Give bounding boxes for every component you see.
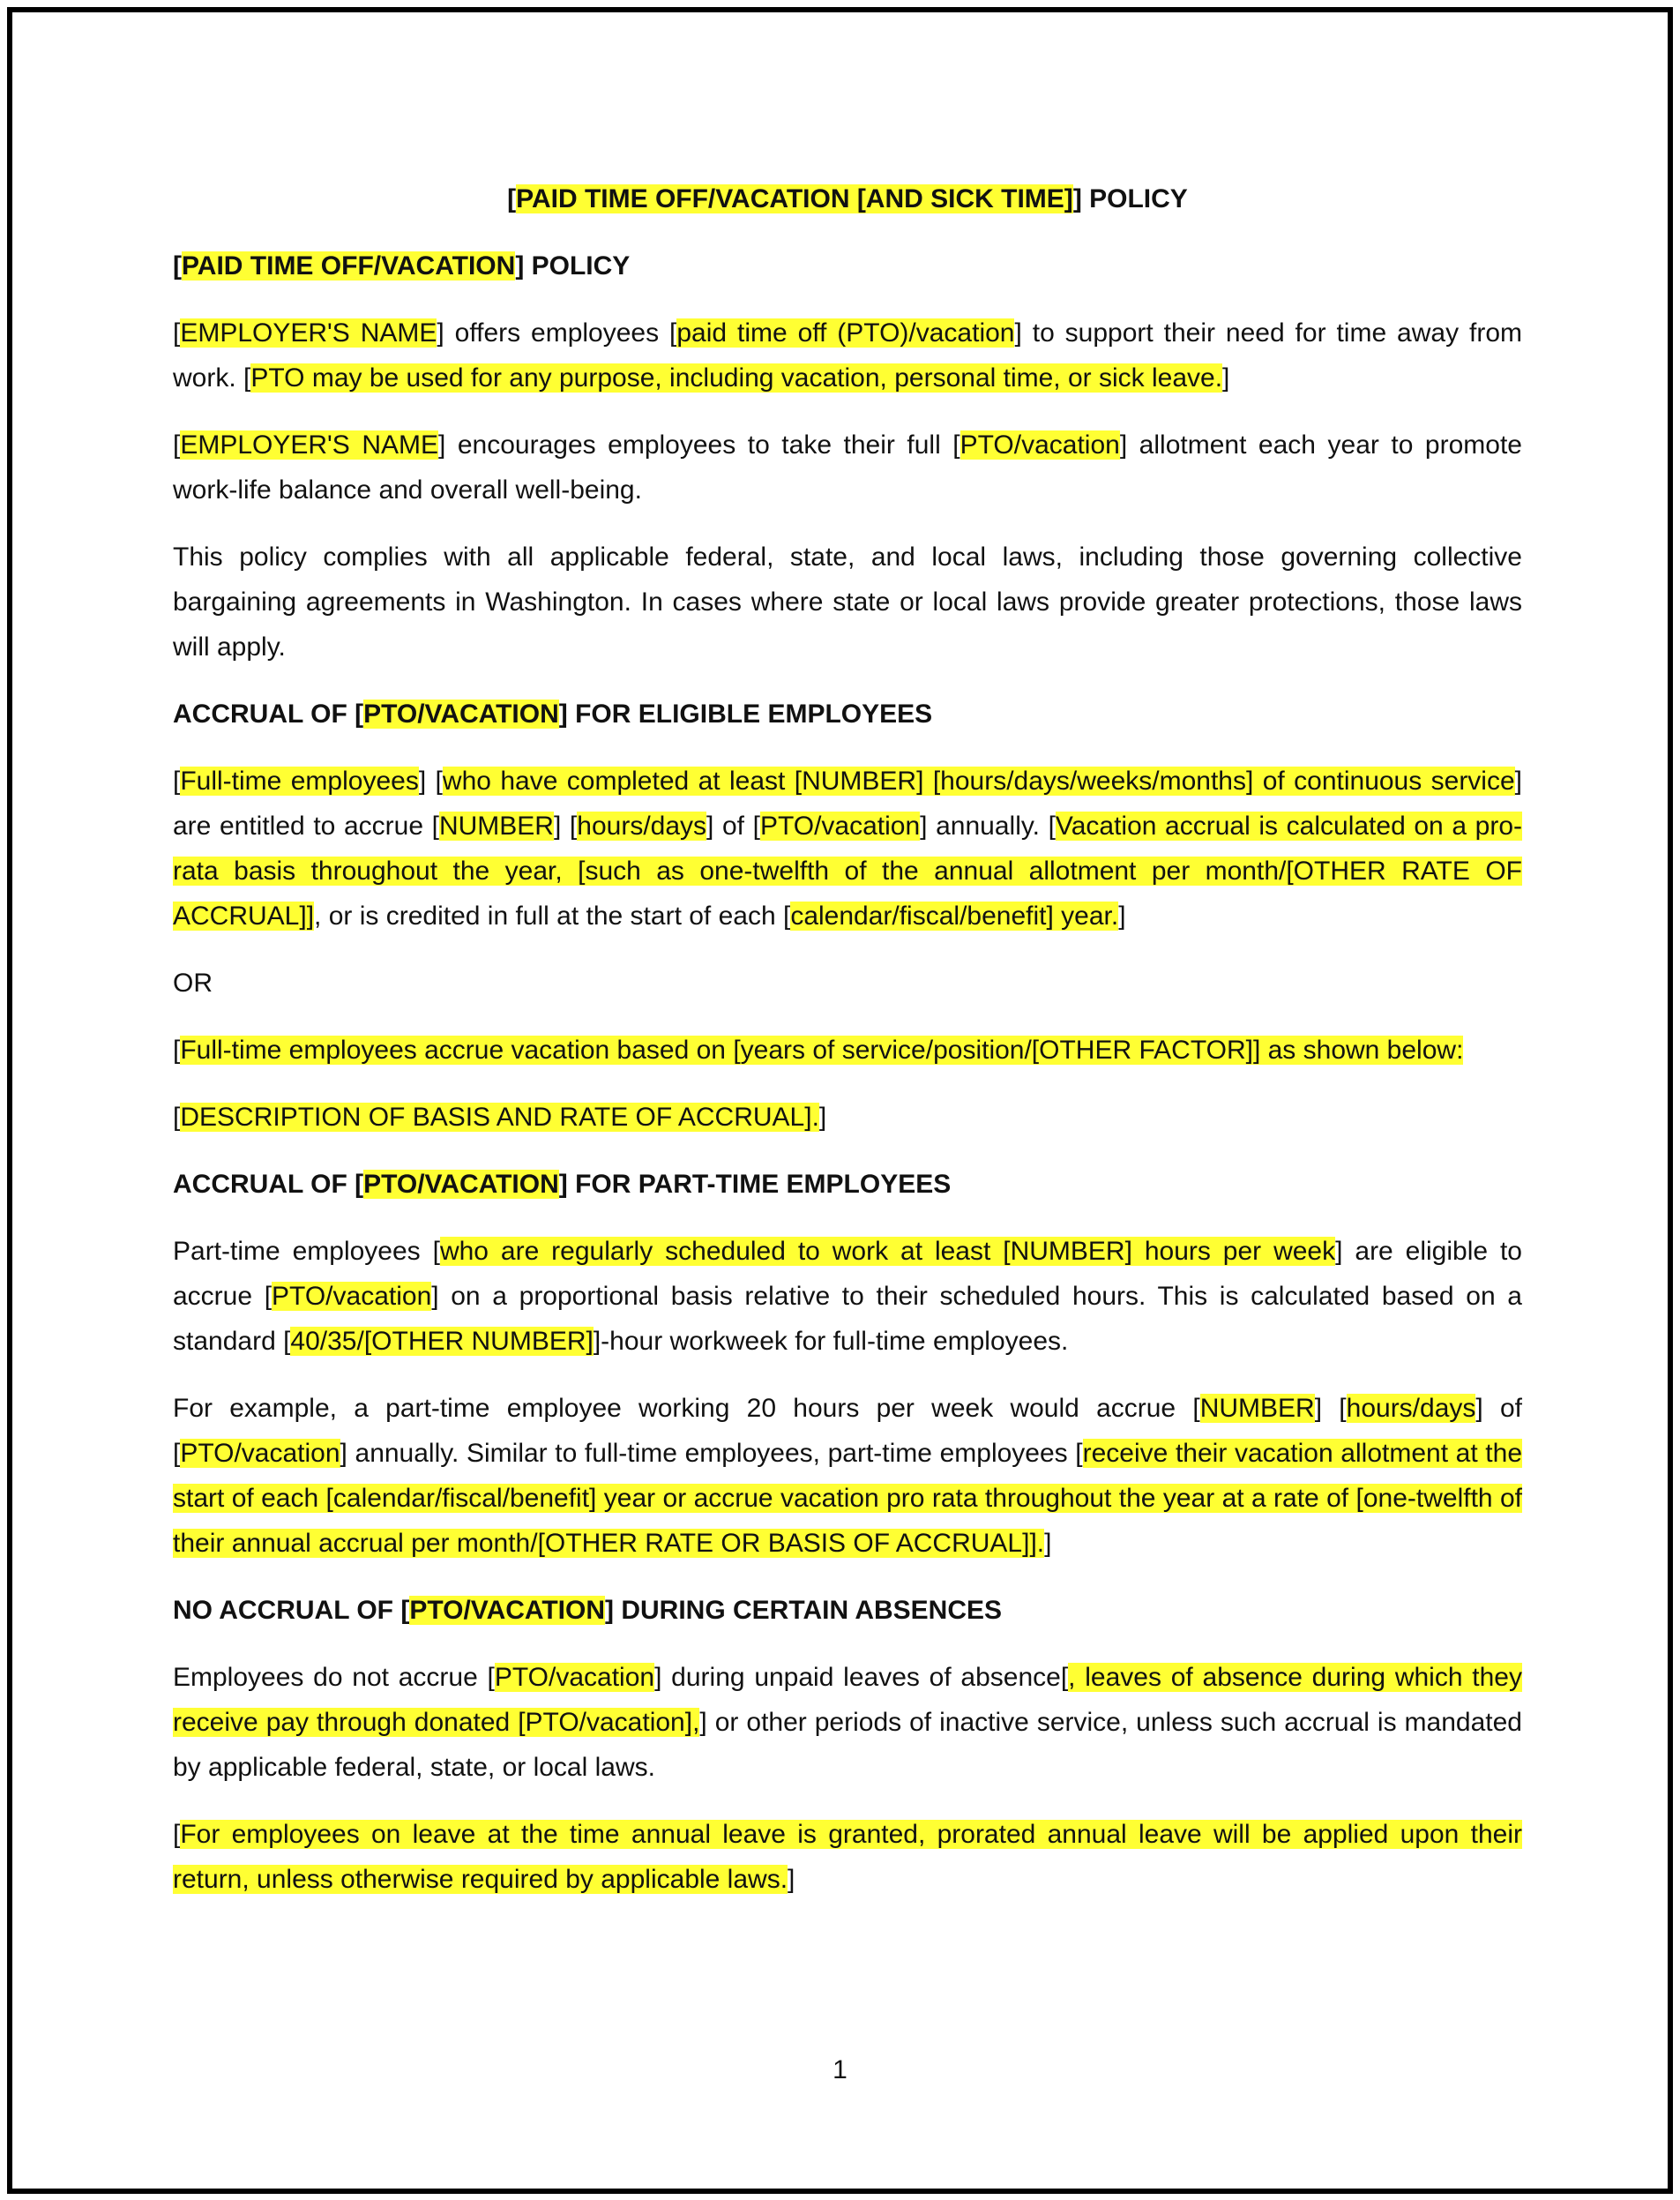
highlighted-placeholder: PTO/vacation xyxy=(180,1439,340,1468)
paragraph xyxy=(173,1655,1522,1790)
text-run: ] DURING CERTAIN ABSENCES xyxy=(605,1596,1003,1625)
highlighted-placeholder: PTO/VACATION xyxy=(363,700,559,729)
section-heading xyxy=(173,1162,1522,1207)
paragraph xyxy=(173,423,1522,513)
highlighted-placeholder: PTO/vacation xyxy=(759,812,921,841)
paragraph xyxy=(173,1812,1522,1902)
text-run: [ xyxy=(173,767,181,796)
highlighted-placeholder: PTO/vacation xyxy=(494,1663,655,1692)
text-run: ] allotment each year to promote work-life balance and overall well-being. xyxy=(173,430,1522,505)
highlighted-placeholder: paid time off (PTO)/vacation xyxy=(676,318,1015,348)
text-run: ] [ xyxy=(1314,1394,1347,1423)
highlighted-placeholder: Full-time employees accrue vacation based on [years of service/position/[OTHER FACTOR]] as shown below: xyxy=(180,1036,1464,1065)
highlighted-placeholder: 40/35/[OTHER NUMBER] xyxy=(290,1327,594,1356)
paragraph xyxy=(173,1386,1522,1566)
text-run: ] to support their need for time away from work. [ xyxy=(173,318,1522,393)
highlighted-placeholder: PTO/vacation xyxy=(272,1282,432,1311)
text-run: Part-time employees [ xyxy=(173,1237,440,1266)
highlighted-placeholder: EMPLOYER'S NAME xyxy=(180,430,438,460)
page-number: 1 xyxy=(833,2055,847,2084)
text-run: OR xyxy=(173,969,213,998)
paragraph xyxy=(173,961,1522,1006)
text-run: ]-hour workweek for full-time employees. xyxy=(593,1327,1069,1356)
text-run: ] annually. [ xyxy=(920,812,1056,841)
highlighted-placeholder: calendar/fiscal/benefit] year. xyxy=(790,902,1119,931)
document-page xyxy=(7,7,1673,2194)
text-run: ] or other periods of inactive service, unless such accrual is mandated by applicable federal, state, or local laws. xyxy=(173,1708,1522,1782)
document-body xyxy=(173,176,1522,1924)
text-run: [ xyxy=(173,318,181,348)
text-run: ] xyxy=(1118,902,1126,931)
highlighted-placeholder: DESCRIPTION OF BASIS AND RATE OF ACCRUAL]. xyxy=(180,1103,819,1132)
paragraph xyxy=(173,1229,1522,1364)
text-run: This policy complies with all applicable federal, state, and local laws, including those governing collective bargaining agreements in Washington. In cases where state or local laws provide greater protections, those laws will apply. xyxy=(173,543,1522,662)
highlighted-placeholder: For employees on leave at the time annual leave is granted, prorated annual leave will be applied upon their return, unless otherwise required by applicable laws. xyxy=(173,1820,1522,1894)
text-run: ] of [ xyxy=(173,1394,1522,1468)
text-run: ] xyxy=(818,1103,827,1132)
text-run: For example, a part-time employee working 20 hours per week would accrue [ xyxy=(173,1394,1200,1423)
paragraph xyxy=(173,311,1522,400)
highlighted-placeholder: Vacation accrual is calculated on a pro-rata basis throughout the year, [such as one-twelfth of the annual allotment per month/[OTHER RATE OF ACCRUAL]] xyxy=(173,812,1522,931)
text-run: Employees do not accrue [ xyxy=(173,1663,495,1692)
text-run: [ xyxy=(173,1820,181,1849)
text-run: ] are entitled to accrue [ xyxy=(173,767,1523,841)
highlighted-placeholder: receive their vacation allotment at the start of each [calendar/fiscal/benefit] year or accrue vacation pro rata throughout the year at a rate of [one-twelfth of their annual accrual per month/[OTHER RATE OR BASIS OF ACCRUAL]]. xyxy=(173,1439,1523,1558)
text-run: ] of [ xyxy=(706,812,760,841)
highlighted-placeholder: hours/days xyxy=(1346,1394,1476,1423)
text-run: ] [ xyxy=(553,812,578,841)
highlighted-placeholder: PTO/VACATION xyxy=(409,1596,606,1625)
text-run: ] offers employees [ xyxy=(437,318,677,348)
section-heading xyxy=(173,243,1522,288)
text-run: [ xyxy=(173,251,182,281)
text-run: ] on a proportional basis relative to their scheduled hours. This is calculated based on a standard [ xyxy=(173,1282,1522,1356)
text-run: ] FOR ELIGIBLE EMPLOYEES xyxy=(558,700,933,729)
highlighted-placeholder: NUMBER xyxy=(438,812,554,841)
highlighted-placeholder: who have completed at least [NUMBER] [hours/days/weeks/months] of continuous service xyxy=(442,767,1515,796)
text-run: ] xyxy=(1222,363,1230,393)
text-run: ] xyxy=(1044,1529,1052,1558)
highlighted-placeholder: PAID TIME OFF/VACATION [AND SICK TIME] xyxy=(516,184,1073,213)
text-run: ] xyxy=(788,1865,795,1894)
paragraph xyxy=(173,535,1522,670)
highlighted-placeholder: hours/days xyxy=(577,812,707,841)
highlighted-placeholder: PTO/VACATION xyxy=(363,1170,559,1199)
highlighted-placeholder: , leaves of absence during which they receive pay through donated [PTO/vacation], xyxy=(173,1663,1522,1737)
paragraph xyxy=(173,759,1522,939)
text-run: ] FOR PART-TIME EMPLOYEES xyxy=(558,1170,952,1199)
text-run: ] [ xyxy=(418,767,443,796)
highlighted-placeholder: NUMBER xyxy=(1199,1394,1315,1423)
text-run: ] are eligible to accrue [ xyxy=(173,1237,1522,1311)
text-run: ACCRUAL OF [ xyxy=(173,700,364,729)
text-run: [ xyxy=(173,1103,181,1132)
text-run: [ xyxy=(173,430,181,460)
document-sections xyxy=(173,243,1522,1902)
highlighted-placeholder: EMPLOYER'S NAME xyxy=(180,318,437,348)
text-run: ] encourages employees to take their full [ xyxy=(438,430,960,460)
highlighted-placeholder: PTO/vacation xyxy=(959,430,1120,460)
paragraph xyxy=(173,1028,1522,1073)
section-heading xyxy=(173,692,1522,737)
paragraph xyxy=(173,1095,1522,1140)
text-run: [ xyxy=(507,184,517,213)
highlighted-placeholder: PAID TIME OFF/VACATION xyxy=(182,251,516,281)
document-title xyxy=(173,176,1522,221)
text-run: ] POLICY xyxy=(1072,184,1188,213)
highlighted-placeholder: who are regularly scheduled to work at least [NUMBER] hours per week xyxy=(439,1237,1336,1266)
text-run: , or is credited in full at the start of each [ xyxy=(314,902,791,931)
text-run: [ xyxy=(173,1036,181,1065)
text-run: NO ACCRUAL OF [ xyxy=(173,1596,410,1625)
text-run: ] POLICY xyxy=(515,251,631,281)
highlighted-placeholder: PTO may be used for any purpose, including vacation, personal time, or sick leave. xyxy=(250,363,1223,393)
text-run: ] annually. Similar to full-time employees, part-time employees [ xyxy=(340,1439,1083,1468)
text-run: ] during unpaid leaves of absence[ xyxy=(654,1663,1069,1692)
section-heading xyxy=(173,1588,1522,1633)
text-run: ACCRUAL OF [ xyxy=(173,1170,364,1199)
highlighted-placeholder: Full-time employees xyxy=(180,767,419,796)
